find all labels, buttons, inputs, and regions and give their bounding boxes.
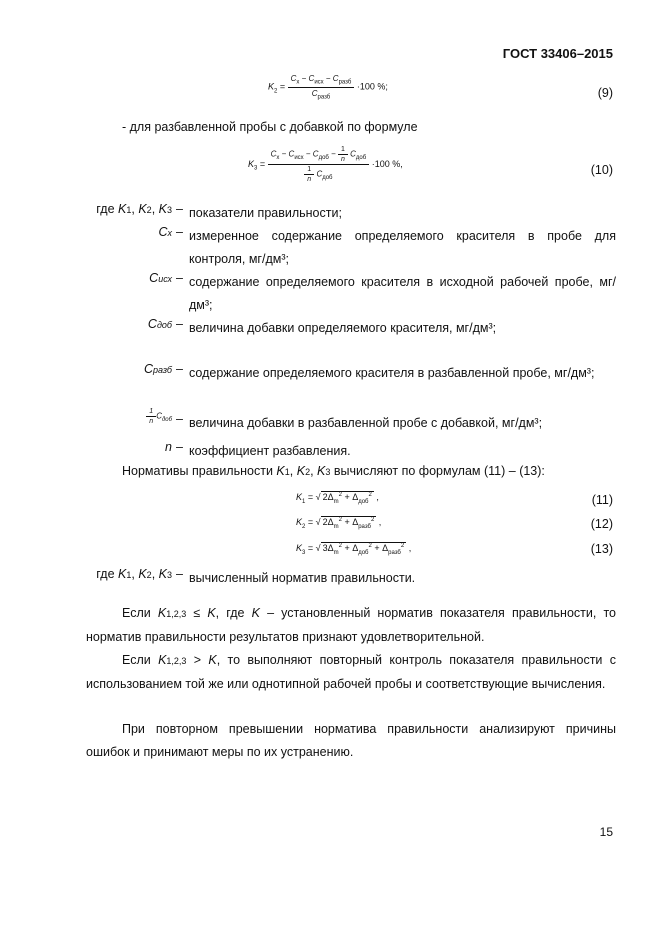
legend-text: измеренное содержание определяемого красителя в пробе для контроля, мг/дм³; [189, 229, 616, 266]
legend-symbol: Cисх [149, 271, 172, 285]
equation-13: $K_3$ = √ $3\Delta_m^2 + \Delta_{доб}^2 + \Delta_{разб}^2$ , [296, 543, 412, 556]
legend-text: содержание определяемого красителя в разбавленной пробе, мг/дм³; [189, 366, 595, 380]
paragraph-1: Если K1,2,3 ≤ K, где K – установленный норматив показателя правильности, то норматив правильности результатов признают удовлетворительной. [86, 606, 616, 644]
legend-symbol: где K1, K2, K3 [96, 202, 172, 216]
legend-cdob: Cдоб – величина добавки определяемого красителя, мг/дм³; [86, 317, 616, 340]
paragraph-2: Если K1,2,3 > K, то выполняют повторный контроль показателя правильности с использованием той же или однотипной рабочей пробы и соответствующие вычисления. [86, 653, 616, 691]
norms-line: Нормативы правильности K1, K2, K3 вычисляют по формулам (11) – (13): [122, 464, 545, 478]
legend-n: n – коэффициент разбавления. [86, 440, 616, 463]
equation-9-number: (9) [597, 86, 613, 100]
equation-13-number: (13) [590, 542, 613, 556]
legend2-k: где K1, K2, K3 – вычисленный норматив правильности. [86, 567, 616, 590]
equation-10: $K_3$ = $C_x - C_{исх} - C_{доб}$ − $\frac{1}{n}$ $C_{доб}$ $\frac{1}{n}$ $C_{доб}$ ·100 %, [248, 146, 403, 183]
equation-12: $K_2$ = √ $2\Delta_m^2 + \Delta_{разб}^2$ , [296, 517, 382, 530]
paragraph-3: При повторном превышении норматива правильности анализируют причины ошибок и принимают меры по их устранению. [86, 722, 616, 759]
legend-crazb: Cразб – содержание определяемого красителя в разбавленной пробе, мг/дм³; [86, 362, 616, 408]
legend-symbol: Cx [158, 225, 172, 239]
legend-text: величина добавки в разбавленной пробе с добавкой, мг/дм³; [189, 416, 543, 430]
legend-text: содержание определяемого красителя в исходной рабочей пробе, мг/дм³; [189, 275, 616, 312]
legend-text: показатели правильности; [189, 206, 342, 220]
document-header: ГОСТ 33406–2015 [502, 46, 613, 61]
legend-symbol: $\frac{1}{n}$ $C_{доб}$ [146, 408, 172, 425]
legend-symbol: Cдоб [147, 317, 172, 331]
equation-9: $K_2$ = $\frac{C_x - C_{исх} - C_{разб}}{C_{разб}}$ ·100 %; [268, 74, 388, 101]
legend-text: величина добавки определяемого красителя, мг/дм³; [189, 321, 497, 335]
legend-text: вычисленный норматив правильности. [189, 571, 416, 585]
equation-12-number: (12) [590, 517, 613, 531]
equation-11: $K_1$ = √ $2\Delta_m^2 + \Delta_{доб}^2$ , [296, 492, 379, 505]
legend-symbol: где K1, K2, K3 [96, 567, 172, 581]
equation-11-number: (11) [591, 493, 613, 507]
page-number: 15 [599, 825, 613, 839]
dilute-line: - для разбавленной пробы с добавкой по формуле [122, 120, 418, 134]
legend-symbol: Cразб [144, 362, 172, 376]
legend-k: где K1, K2, K3 – показатели правильности; [86, 202, 616, 225]
legend-cx: Cx – измеренное содержание определяемого красителя в пробе для контроля, мг/дм³; [86, 225, 616, 271]
legend-frac-cdob: $\frac{1}{n}$ $C_{доб}$ – величина добавки в разбавленной пробе с добавкой, мг/дм³; [86, 412, 616, 435]
equation-10-number: (10) [590, 163, 613, 177]
legend-symbol: n [165, 440, 172, 454]
legend-text: коэффициент разбавления. [189, 444, 351, 458]
legend-cisx: Cисх – содержание определяемого красителя в исходной рабочей пробе, мг/дм³; [86, 271, 616, 317]
